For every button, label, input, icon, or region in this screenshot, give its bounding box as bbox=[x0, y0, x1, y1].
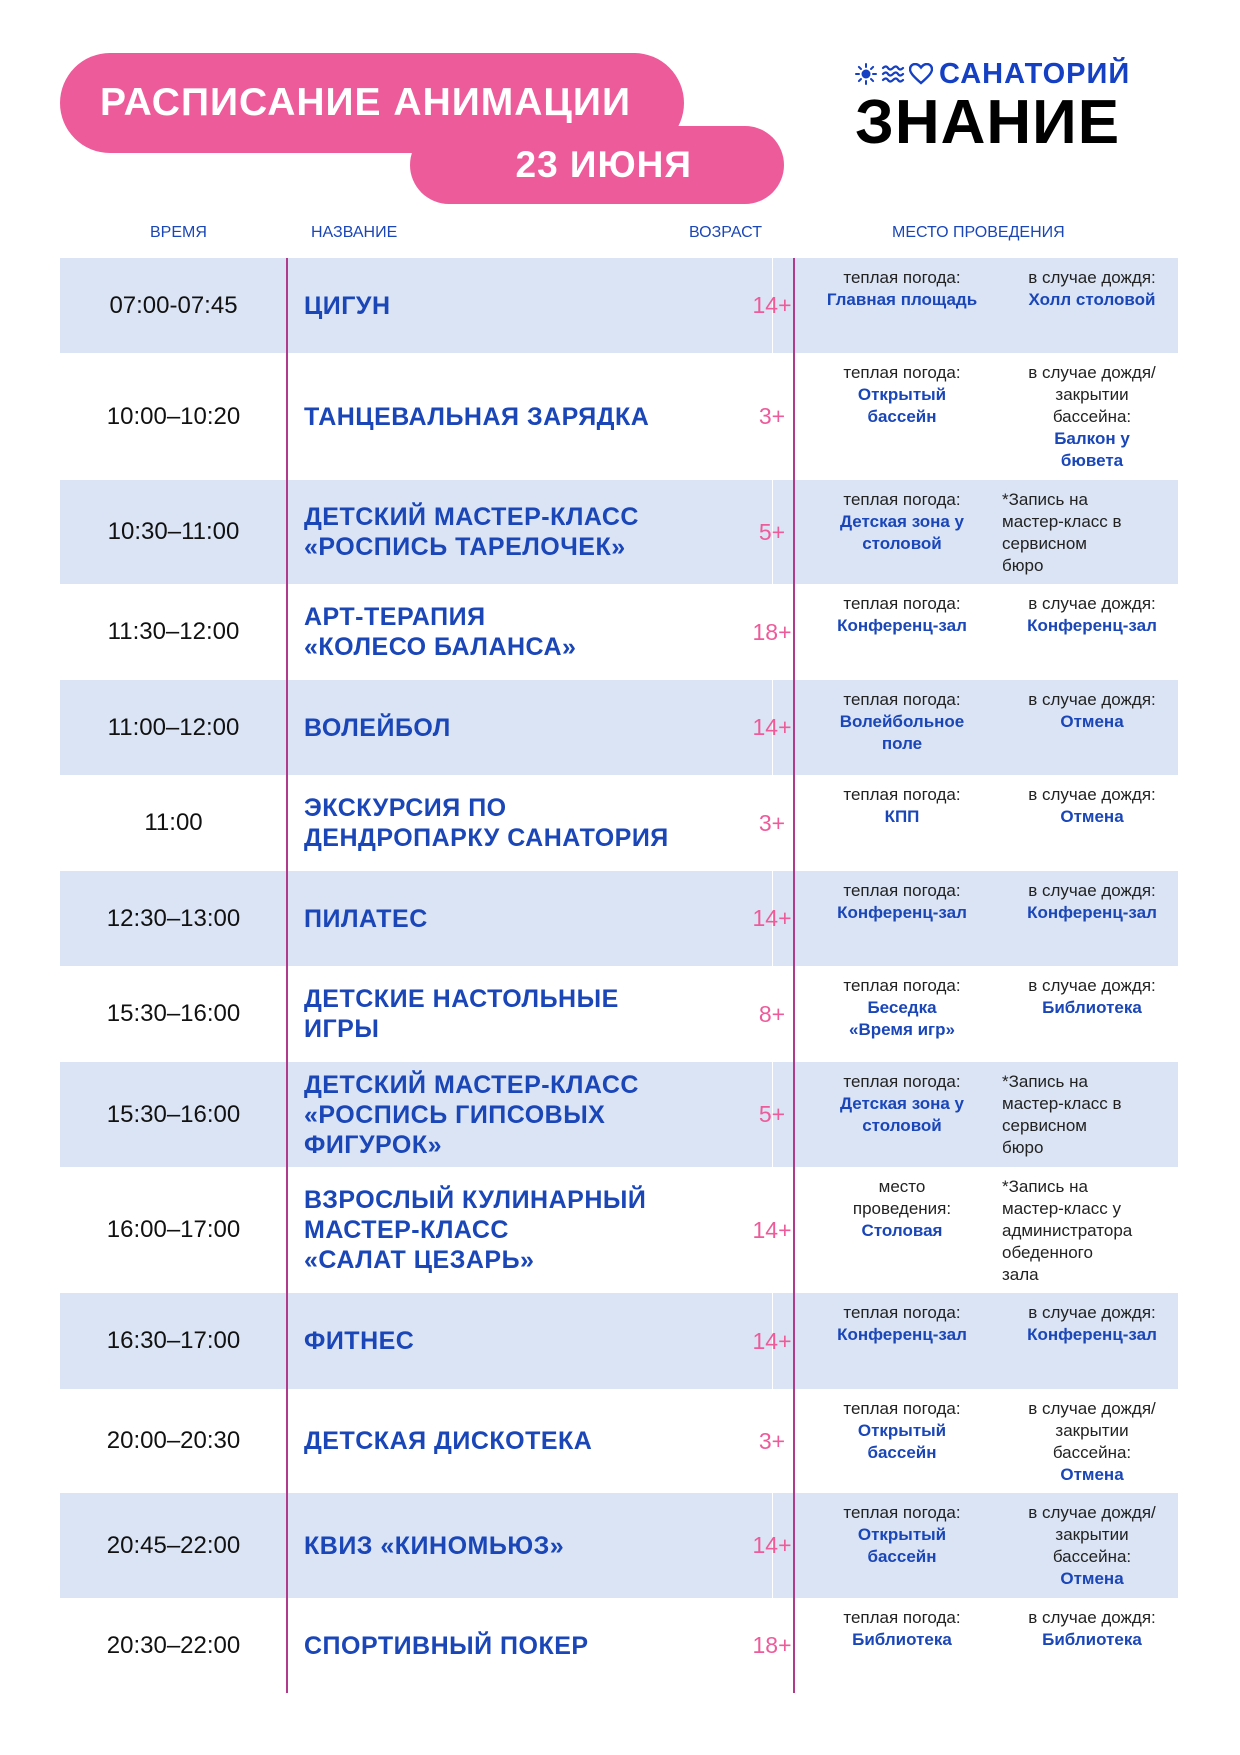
place-label: *Запись на bbox=[1002, 1072, 1088, 1091]
sun-icon bbox=[855, 63, 877, 85]
place-label: теплая погода: bbox=[843, 594, 961, 613]
place-label: теплая погода: bbox=[843, 1072, 961, 1091]
row-name-line: ДЕНДРОПАРКУ САНАТОРИЯ bbox=[304, 824, 669, 852]
place-name: Открытый bbox=[857, 385, 947, 404]
row-time: 15:30–16:00 bbox=[106, 1100, 241, 1128]
place-label: обеденного bbox=[1002, 1243, 1093, 1262]
place-label: в случае дождя: bbox=[1028, 1303, 1156, 1322]
row-age: 5+ bbox=[758, 1101, 786, 1127]
row-age: 3+ bbox=[758, 1427, 786, 1454]
place-label: *Запись на bbox=[1002, 1177, 1088, 1196]
table-row bbox=[60, 1167, 1178, 1293]
place-name: Детская зона у bbox=[839, 1094, 965, 1113]
place-label: проведения: bbox=[852, 1199, 952, 1218]
row-place-warm bbox=[807, 1071, 997, 1137]
row-age: 14+ bbox=[752, 1216, 792, 1243]
row-place-warm bbox=[807, 1302, 997, 1346]
table-row bbox=[60, 680, 1178, 775]
place-label: теплая погода: bbox=[843, 490, 961, 509]
place-name: Главная площадь bbox=[826, 290, 978, 309]
row-place-rain bbox=[1002, 1302, 1182, 1346]
row-time: 20:45–22:00 bbox=[106, 1531, 241, 1559]
row-name-line: «РОСПИСЬ ТАРЕЛОЧЕК» bbox=[304, 533, 626, 561]
row-place-rain bbox=[1002, 1398, 1182, 1486]
row-age: 14+ bbox=[752, 292, 792, 318]
table-row bbox=[60, 1598, 1178, 1693]
column-divider-name bbox=[286, 258, 288, 1693]
row-time: 11:00–12:00 bbox=[107, 713, 240, 741]
row-time: 15:30–16:00 bbox=[106, 1000, 241, 1027]
place-label: теплая погода: bbox=[843, 1503, 961, 1522]
place-name: Балкон у bbox=[1054, 429, 1130, 448]
place-name: бассейн bbox=[867, 407, 937, 426]
row-name-line: ДЕТСКАЯ ДИСКОТЕКА bbox=[304, 1427, 593, 1455]
place-label: в случае дождя: bbox=[1028, 594, 1156, 613]
place-label: зала bbox=[1002, 1265, 1039, 1284]
place-label: бассейна: bbox=[1052, 1443, 1132, 1462]
table-row bbox=[60, 1493, 1178, 1598]
row-place-warm bbox=[807, 1607, 997, 1651]
place-name: Холл столовой bbox=[1028, 290, 1156, 309]
place-name: Библиотека bbox=[1042, 998, 1142, 1017]
place-label: закрытии bbox=[1055, 1421, 1129, 1440]
row-place-warm bbox=[807, 362, 997, 428]
row-time: 16:00–17:00 bbox=[106, 1216, 241, 1243]
place-name: «Время игр» bbox=[849, 1020, 955, 1039]
row-place-rain bbox=[1002, 362, 1182, 472]
row-time: 11:30–12:00 bbox=[107, 618, 240, 645]
place-label: в случае дождя: bbox=[1028, 976, 1156, 995]
row-name-line: СПОРТИВНЫЙ ПОКЕР bbox=[304, 1631, 589, 1660]
place-name: Столовая bbox=[861, 1221, 943, 1240]
row-age: 14+ bbox=[752, 905, 792, 931]
column-divider-place bbox=[793, 258, 795, 1693]
row-time: 16:30–17:00 bbox=[106, 1327, 241, 1354]
row-age: 18+ bbox=[752, 618, 792, 645]
row-time: 12:30–13:00 bbox=[106, 904, 241, 932]
row-name bbox=[304, 353, 724, 480]
row-name bbox=[304, 966, 724, 1062]
place-label: в случае дождя: bbox=[1028, 1608, 1156, 1627]
table-row bbox=[60, 871, 1178, 966]
row-place-warm bbox=[807, 975, 997, 1041]
place-name: бювета bbox=[1060, 451, 1124, 470]
table-row bbox=[60, 258, 1178, 353]
place-label: бюро bbox=[1002, 1138, 1044, 1157]
place-label: мастер-класс у bbox=[1002, 1199, 1122, 1218]
place-name: Конференц-зал bbox=[1027, 616, 1157, 635]
place-name: Отмена bbox=[1060, 712, 1124, 731]
row-place-warm bbox=[807, 489, 997, 555]
place-label: сервисном bbox=[1002, 534, 1087, 553]
row-name bbox=[304, 1293, 724, 1389]
row-name-line: ТАНЦЕВАЛЬНАЯ ЗАРЯДКА bbox=[304, 402, 650, 431]
row-place-rain bbox=[1002, 1176, 1182, 1286]
place-name: бассейн bbox=[867, 1443, 937, 1462]
row-place-rain bbox=[1002, 1502, 1182, 1590]
row-place-rain bbox=[1002, 1071, 1182, 1159]
row-name bbox=[304, 1062, 724, 1167]
place-label: теплая погода: bbox=[843, 363, 961, 382]
place-name: бассейн bbox=[867, 1547, 937, 1566]
row-place-rain bbox=[1002, 1607, 1182, 1651]
place-name: Беседка bbox=[867, 998, 937, 1017]
sanatorium-logo bbox=[855, 56, 1175, 176]
place-name: Конференц-зал bbox=[837, 1325, 967, 1344]
place-label: закрытии bbox=[1055, 1525, 1129, 1544]
place-label: теплая погода: bbox=[843, 1303, 961, 1322]
row-age: 3+ bbox=[758, 809, 786, 836]
row-name bbox=[304, 680, 724, 775]
place-name: Открытый bbox=[857, 1525, 947, 1544]
row-age: 14+ bbox=[752, 714, 792, 740]
place-name: Отмена bbox=[1060, 1465, 1124, 1484]
row-name bbox=[304, 1598, 724, 1693]
row-name bbox=[304, 775, 724, 871]
row-name-line: «РОСПИСЬ ГИПСОВЫХ bbox=[304, 1100, 606, 1129]
place-label: теплая погода: bbox=[843, 690, 961, 709]
row-name bbox=[304, 1389, 724, 1493]
place-label: место bbox=[878, 1177, 926, 1196]
table-row bbox=[60, 353, 1178, 480]
place-label: теплая погода: bbox=[843, 785, 961, 804]
row-time: 10:30–11:00 bbox=[107, 518, 240, 545]
place-label: в случае дождя: bbox=[1028, 881, 1156, 900]
row-name-line: ЦИГУН bbox=[304, 291, 391, 320]
row-place-warm bbox=[807, 1176, 997, 1242]
row-name-line: ФИТНЕС bbox=[304, 1327, 415, 1355]
row-place-rain bbox=[1002, 689, 1182, 733]
table-row bbox=[60, 1389, 1178, 1493]
row-place-warm bbox=[807, 784, 997, 828]
row-age: 14+ bbox=[752, 1532, 792, 1558]
row-place-rain bbox=[1002, 267, 1182, 311]
row-name bbox=[304, 871, 724, 966]
row-name bbox=[304, 1167, 724, 1293]
row-place-rain bbox=[1002, 489, 1182, 577]
row-age: 18+ bbox=[752, 1632, 792, 1658]
place-label: в случае дождя/ bbox=[1028, 1399, 1156, 1418]
row-place-rain bbox=[1002, 975, 1182, 1019]
row-age: 14+ bbox=[752, 1327, 792, 1354]
row-time: 07:00-07:45 bbox=[109, 291, 238, 319]
row-place-warm bbox=[807, 267, 997, 311]
table-row bbox=[60, 1293, 1178, 1389]
place-label: теплая погода: bbox=[843, 1399, 961, 1418]
row-name-line: КВИЗ «КИНОМЬЮЗ» bbox=[304, 1531, 565, 1560]
row-place-warm bbox=[807, 689, 997, 755]
row-time: 20:30–22:00 bbox=[106, 1631, 241, 1659]
row-age: 8+ bbox=[758, 1000, 786, 1027]
place-label: в случае дождя: bbox=[1028, 690, 1156, 709]
place-name: Конференц-зал bbox=[837, 616, 967, 635]
place-label: теплая погода: bbox=[843, 268, 961, 287]
place-name: Библиотека bbox=[852, 1630, 952, 1649]
schedule-date: 23 ИЮНЯ bbox=[410, 126, 784, 204]
row-name-line: ВОЛЕЙБОЛ bbox=[304, 713, 451, 742]
place-name: столовой bbox=[862, 1116, 942, 1135]
table-row bbox=[60, 1062, 1178, 1167]
row-time: 10:00–10:20 bbox=[106, 402, 241, 430]
place-name: Отмена bbox=[1060, 807, 1124, 826]
place-label: теплая погода: bbox=[843, 1608, 961, 1627]
place-name: Конференц-зал bbox=[837, 903, 967, 922]
table-row bbox=[60, 966, 1178, 1062]
place-label: бассейна: bbox=[1052, 407, 1132, 426]
row-name-line: ВЗРОСЛЫЙ КУЛИНАРНЫЙ bbox=[304, 1186, 647, 1214]
place-label: в случае дождя/ bbox=[1028, 363, 1156, 382]
schedule-title: РАСПИСАНИЕ АНИМАЦИИ bbox=[60, 53, 684, 153]
row-name bbox=[304, 258, 724, 353]
row-place-rain bbox=[1002, 784, 1182, 828]
place-label: администратора bbox=[1002, 1221, 1133, 1240]
row-name bbox=[304, 1493, 724, 1598]
place-label: закрытии bbox=[1055, 385, 1129, 404]
row-place-warm bbox=[807, 593, 997, 637]
place-name: поле bbox=[881, 734, 923, 753]
place-name: Открытый bbox=[857, 1421, 947, 1440]
place-label: теплая погода: bbox=[843, 881, 961, 900]
logo-top-text: САНАТОРИЙ bbox=[939, 58, 1131, 90]
column-header-age: ВОЗРАСТ bbox=[689, 224, 762, 241]
row-name-line: ИГРЫ bbox=[304, 1015, 380, 1043]
place-name: Конференц-зал bbox=[1027, 903, 1157, 922]
row-time: 11:00 bbox=[144, 809, 203, 836]
place-name: Конференц-зал bbox=[1027, 1325, 1157, 1344]
column-header-name: НАЗВАНИЕ bbox=[311, 224, 398, 241]
row-name bbox=[304, 584, 724, 680]
row-place-warm bbox=[807, 880, 997, 924]
place-name: Детская зона у bbox=[839, 512, 965, 531]
row-place-warm bbox=[807, 1398, 997, 1464]
row-name-line: ЭКСКУРСИЯ ПО bbox=[304, 794, 507, 822]
place-name: Волейбольное bbox=[839, 712, 965, 731]
row-name-line: «КОЛЕСО БАЛАНСА» bbox=[304, 633, 577, 661]
row-name-line: ПИЛАТЕС bbox=[304, 904, 428, 933]
heart-icon bbox=[909, 63, 933, 85]
waves-icon bbox=[881, 63, 905, 85]
logo-main-text: ЗНАНИЕ bbox=[855, 88, 1121, 157]
table-row bbox=[60, 775, 1178, 871]
place-name: Библиотека bbox=[1042, 1630, 1142, 1649]
place-name: Отмена bbox=[1060, 1569, 1124, 1588]
column-header-place: МЕСТО ПРОВЕДЕНИЯ bbox=[892, 224, 1065, 241]
place-label: *Запись на bbox=[1002, 490, 1088, 509]
place-label: мастер-класс в bbox=[1002, 512, 1122, 531]
table-row bbox=[60, 584, 1178, 680]
place-label: бюро bbox=[1002, 556, 1044, 575]
place-label: в случае дождя/ bbox=[1028, 1503, 1156, 1522]
table-row bbox=[60, 480, 1178, 584]
row-name-line: МАСТЕР-КЛАСС bbox=[304, 1216, 509, 1244]
row-age: 3+ bbox=[758, 403, 786, 429]
place-label: бассейна: bbox=[1052, 1547, 1132, 1566]
row-time: 20:00–20:30 bbox=[106, 1427, 241, 1454]
place-label: в случае дождя: bbox=[1028, 268, 1156, 287]
row-place-rain bbox=[1002, 880, 1182, 924]
place-label: теплая погода: bbox=[843, 976, 961, 995]
row-name bbox=[304, 480, 724, 584]
row-name-line: ДЕТСКИЕ НАСТОЛЬНЫЕ bbox=[304, 985, 619, 1013]
row-name-line: ФИГУРОК» bbox=[304, 1130, 442, 1159]
place-name: КПП bbox=[884, 807, 920, 826]
place-name: столовой bbox=[862, 534, 942, 553]
row-age: 5+ bbox=[758, 518, 786, 545]
row-name-line: ДЕТСКИЙ МАСТЕР-КЛАСС bbox=[304, 503, 639, 531]
column-header-time: ВРЕМЯ bbox=[150, 224, 207, 241]
row-name-line: АРТ-ТЕРАПИЯ bbox=[304, 603, 486, 631]
row-place-warm bbox=[807, 1502, 997, 1568]
row-place-rain bbox=[1002, 593, 1182, 637]
row-name-line: ДЕТСКИЙ МАСТЕР-КЛАСС bbox=[304, 1070, 639, 1099]
place-label: в случае дождя: bbox=[1028, 785, 1156, 804]
place-label: мастер-класс в bbox=[1002, 1094, 1122, 1113]
place-label: сервисном bbox=[1002, 1116, 1087, 1135]
row-name-line: «САЛАТ ЦЕЗАРЬ» bbox=[304, 1246, 535, 1274]
